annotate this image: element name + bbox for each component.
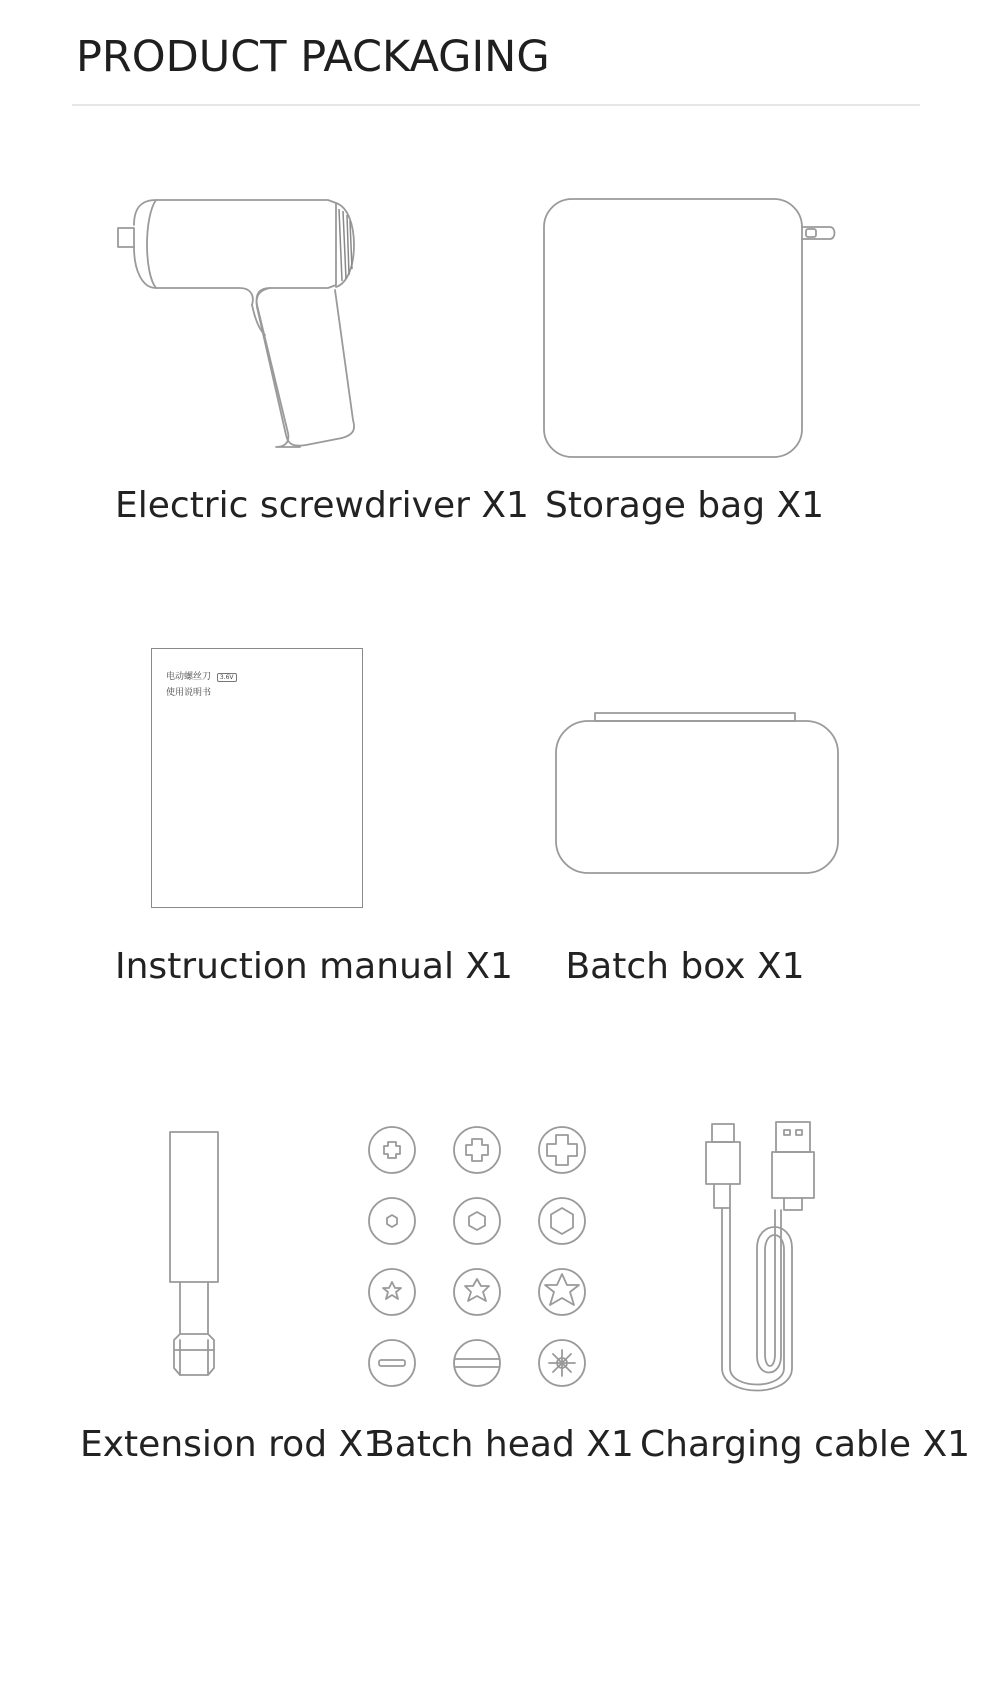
manual-title-text: 电动螺丝刀 (166, 672, 212, 682)
hex-bit-medium (454, 1198, 500, 1244)
item-label-batch-head: Batch head X1 (370, 1424, 634, 1465)
screwdriver-illustration (110, 195, 390, 485)
phillips-bit-medium (454, 1127, 500, 1173)
charging-cable-illustration (700, 1120, 840, 1400)
torx-bit-large (539, 1269, 585, 1315)
phillips-bit-small (369, 1127, 415, 1173)
spline-bit (539, 1340, 585, 1386)
manual-subtitle-text: 使用说明书 (166, 688, 212, 698)
phillips-bit-large (539, 1127, 585, 1173)
extension-rod-illustration (160, 1128, 230, 1388)
batch-box-illustration (552, 710, 842, 880)
item-label-storage-bag: Storage bag X1 (545, 485, 825, 526)
hex-bit-small (369, 1198, 415, 1244)
slotted-bit-large (454, 1340, 500, 1386)
hex-bit-large (539, 1198, 585, 1244)
page-title: PRODUCT PACKAGING (76, 32, 550, 82)
item-label-instruction-manual: Instruction manual X1 (115, 946, 513, 987)
header-divider (72, 104, 920, 106)
manual-voltage-badge: 3.6V (217, 673, 237, 682)
item-label-extension-rod: Extension rod X1 (80, 1424, 387, 1465)
item-label-charging-cable: Charging cable X1 (640, 1424, 971, 1465)
storage-bag-illustration (540, 195, 840, 465)
torx-bit-medium (454, 1269, 500, 1315)
batch-heads-illustration (365, 1120, 595, 1390)
item-label-screwdriver: Electric screwdriver X1 (115, 485, 529, 526)
torx-bit-small (369, 1269, 415, 1315)
item-label-batch-box: Batch box X1 (565, 946, 805, 987)
manual-illustration (151, 648, 363, 908)
slotted-bit-small (369, 1340, 415, 1386)
